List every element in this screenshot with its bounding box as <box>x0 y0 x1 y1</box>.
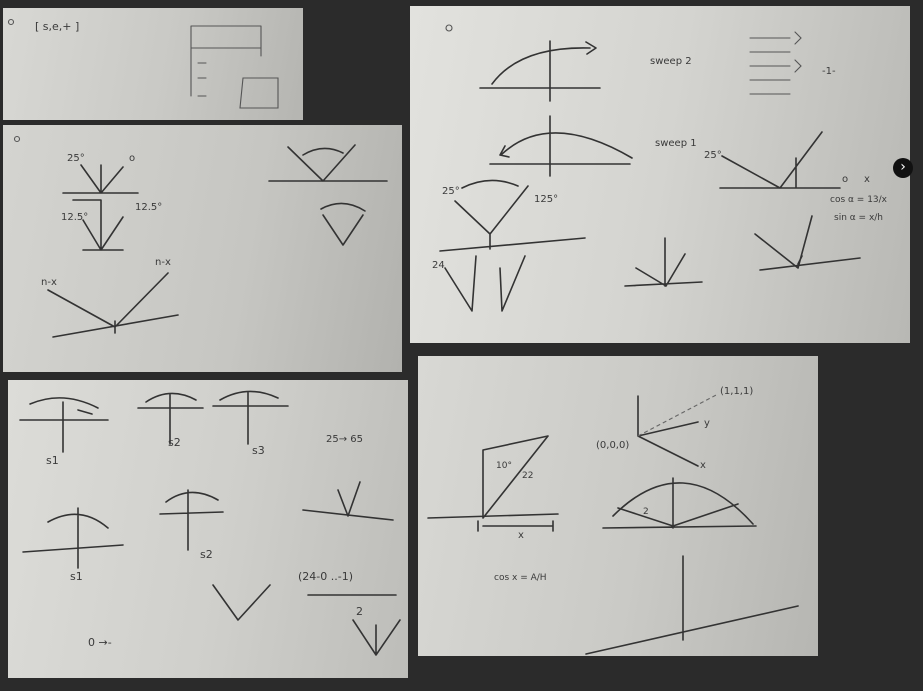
svg-text:2: 2 <box>356 605 363 618</box>
svg-text:(1,1,1): (1,1,1) <box>720 386 754 397</box>
photo-5-coordinates[interactable] <box>418 356 818 656</box>
svg-text:24: 24 <box>432 260 445 271</box>
svg-text:x: x <box>864 174 870 185</box>
svg-text:cos α = 13/x: cos α = 13/x <box>830 195 888 205</box>
svg-text:125°: 125° <box>534 194 559 205</box>
svg-text:y: y <box>704 418 710 429</box>
photo-2-sketch <box>3 125 402 372</box>
svg-text:x: x <box>700 460 706 471</box>
svg-text:10°: 10° <box>496 461 512 471</box>
svg-text:sin α = x/h: sin α = x/h <box>834 213 884 223</box>
svg-text:s1: s1 <box>70 570 83 583</box>
svg-text:sweep 1: sweep 1 <box>655 138 697 149</box>
svg-text:o: o <box>129 153 136 164</box>
svg-text:0 →-: 0 →- <box>88 636 112 649</box>
svg-text:25→ 65: 25→ 65 <box>326 434 364 445</box>
svg-text:s3: s3 <box>252 444 265 457</box>
svg-text:sweep 2: sweep 2 <box>650 56 692 67</box>
svg-text:(24-0 ..-1): (24-0 ..-1) <box>298 570 354 583</box>
svg-text:-1-: -1- <box>822 66 836 77</box>
svg-text:o: o <box>842 174 849 185</box>
svg-text:12.5°: 12.5° <box>135 202 163 213</box>
photo-3-sketch <box>410 6 910 343</box>
svg-text:cos x = A/H: cos x = A/H <box>494 573 547 583</box>
svg-text:12.5°: 12.5° <box>61 212 89 223</box>
photo-5-sketch <box>418 356 818 656</box>
svg-text:s1: s1 <box>46 454 59 467</box>
svg-text:n-x: n-x <box>41 277 57 288</box>
svg-text:25°: 25° <box>67 153 85 164</box>
bracket-label: [ s,e,+ ] <box>35 20 80 33</box>
svg-text:s2: s2 <box>200 548 213 561</box>
next-photo-button[interactable]: › <box>893 158 913 178</box>
svg-text:22: 22 <box>522 471 534 481</box>
photo-3-sweeps[interactable] <box>410 6 910 343</box>
photo-4-sketch <box>8 380 408 678</box>
svg-text:2: 2 <box>643 507 649 517</box>
photo-1-brackets[interactable] <box>3 8 303 120</box>
svg-text:(0,0,0): (0,0,0) <box>596 440 630 451</box>
svg-text:x: x <box>518 530 524 541</box>
photo-1-sketch <box>3 8 303 120</box>
svg-text:s2: s2 <box>168 436 181 449</box>
photo-2-angles[interactable] <box>3 125 402 372</box>
photo-4-sweeps[interactable] <box>8 380 408 678</box>
svg-text:25°: 25° <box>442 186 460 197</box>
svg-text:25°: 25° <box>704 150 722 161</box>
svg-text:n-x: n-x <box>155 257 171 268</box>
